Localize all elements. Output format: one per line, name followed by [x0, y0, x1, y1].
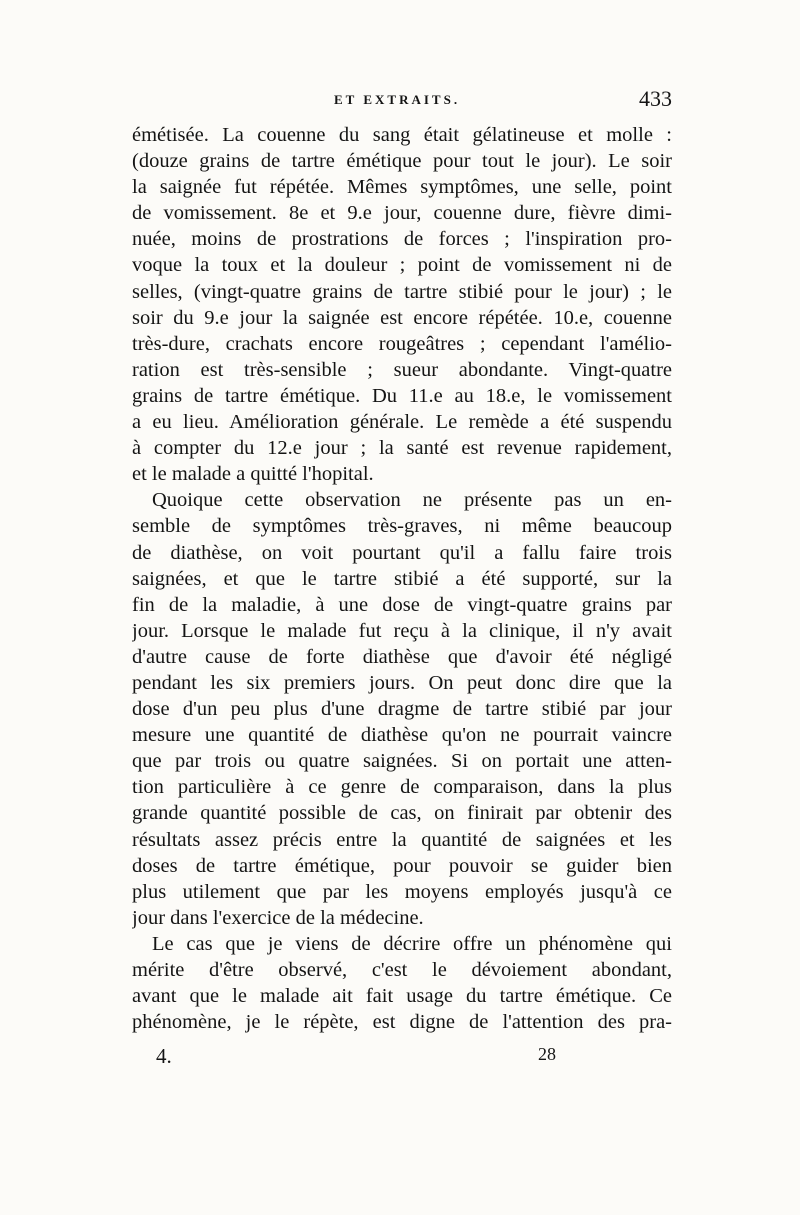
text-line: saignées, et que le tartre stibié a été supporté, sur la: [132, 567, 672, 590]
text-line: de diathèse, on voit pourtant qu'il a fallu faire trois: [132, 541, 672, 564]
text-line: soir du 9.e jour la saignée est encore répétée. 10.e, couenne: [132, 306, 672, 329]
text-line: à compter du 12.e jour ; la santé est revenue rapidement,: [132, 437, 672, 460]
text-line: avant que le malade ait fait usage du tartre émétique. Ce: [132, 985, 672, 1008]
text-line: nuée, moins de prostrations de forces ; l'inspiration pro-: [132, 228, 672, 251]
text-line: semble de symptômes très-graves, ni même beaucoup: [132, 515, 672, 538]
text-line: tion particulière à ce genre de comparaison, dans la plus: [132, 776, 672, 799]
text-line: très-dure, crachats encore rougeâtres ; cependant l'amélio-: [132, 332, 672, 355]
page-header: [132, 86, 672, 116]
text-line: dose d'un peu plus d'une dragme de tartre stibié par jour: [132, 698, 672, 721]
text-line: émétisée. La couenne du sang était gélatineuse et molle :: [132, 124, 672, 146]
text-line: (douze grains de tartre émétique pour tout le jour). Le soir: [132, 150, 672, 173]
signature-mark: 4.: [156, 1044, 172, 1068]
text-line: ration est très-sensible ; sueur abondante. Vingt-quatre: [132, 358, 672, 381]
paragraph-end-line: jour dans l'exercice de la médecine.: [132, 906, 424, 929]
text-line: phénomène, je le répète, est digne de l'attention des pra-: [132, 1011, 672, 1034]
text-line: a eu lieu. Amélioration générale. Le remède a été suspendu: [132, 411, 672, 434]
page-number: 433: [639, 86, 672, 111]
text-line: fin de la maladie, à une dose de vingt-quatre grains par: [132, 593, 672, 616]
text-line: pendant les six premiers jours. On peut donc dire que la: [132, 671, 672, 694]
text-line: mérite d'être observé, c'est le dévoiement abondant,: [132, 959, 672, 981]
gathering-number: 28: [538, 1044, 556, 1064]
paragraph-start-line: Quoique cette observation ne présente pas un en-: [152, 489, 672, 512]
text-line: grains de tartre émétique. Du 11.e au 18.e, le vomissement: [132, 384, 672, 407]
running-head: ET EXTRAITS.: [334, 92, 461, 107]
text-line: de vomissement. 8e et 9.e jour, couenne dure, fièvre dimi-: [132, 202, 672, 225]
text-line: selles, (vingt-quatre grains de tartre stibié pour le jour) ; le: [132, 280, 672, 303]
paragraph-start-line: Le cas que je viens de décrire offre un phénomène qui: [152, 932, 672, 955]
text-line: résultats assez précis entre la quantité de saignées et les: [132, 828, 672, 851]
text-line: mesure une quantité de diathèse qu'on ne pourrait vaincre: [132, 724, 672, 747]
text-line: jour. Lorsque le malade fut reçu à la clinique, il n'y avait: [132, 619, 672, 642]
page-footer: [132, 1040, 672, 1070]
text-line: doses de tartre émétique, pour pouvoir se guider bien: [132, 854, 672, 877]
body-text: [132, 122, 672, 1035]
text-line: la saignée fut répétée. Mêmes symptômes, une selle, point: [132, 176, 672, 199]
text-line: plus utilement que par les moyens employés jusqu'à ce: [132, 880, 672, 903]
text-line: grande quantité possible de cas, on finirait par obtenir des: [132, 802, 672, 825]
text-line: d'autre cause de forte diathèse que d'avoir été négligé: [132, 645, 672, 668]
text-line: voque la toux et la douleur ; point de vomissement ni de: [132, 254, 672, 277]
paragraph-end-line: et le malade a quitté l'hopital.: [132, 463, 374, 486]
text-line: que par trois ou quatre saignées. Si on portait une atten-: [132, 750, 672, 773]
